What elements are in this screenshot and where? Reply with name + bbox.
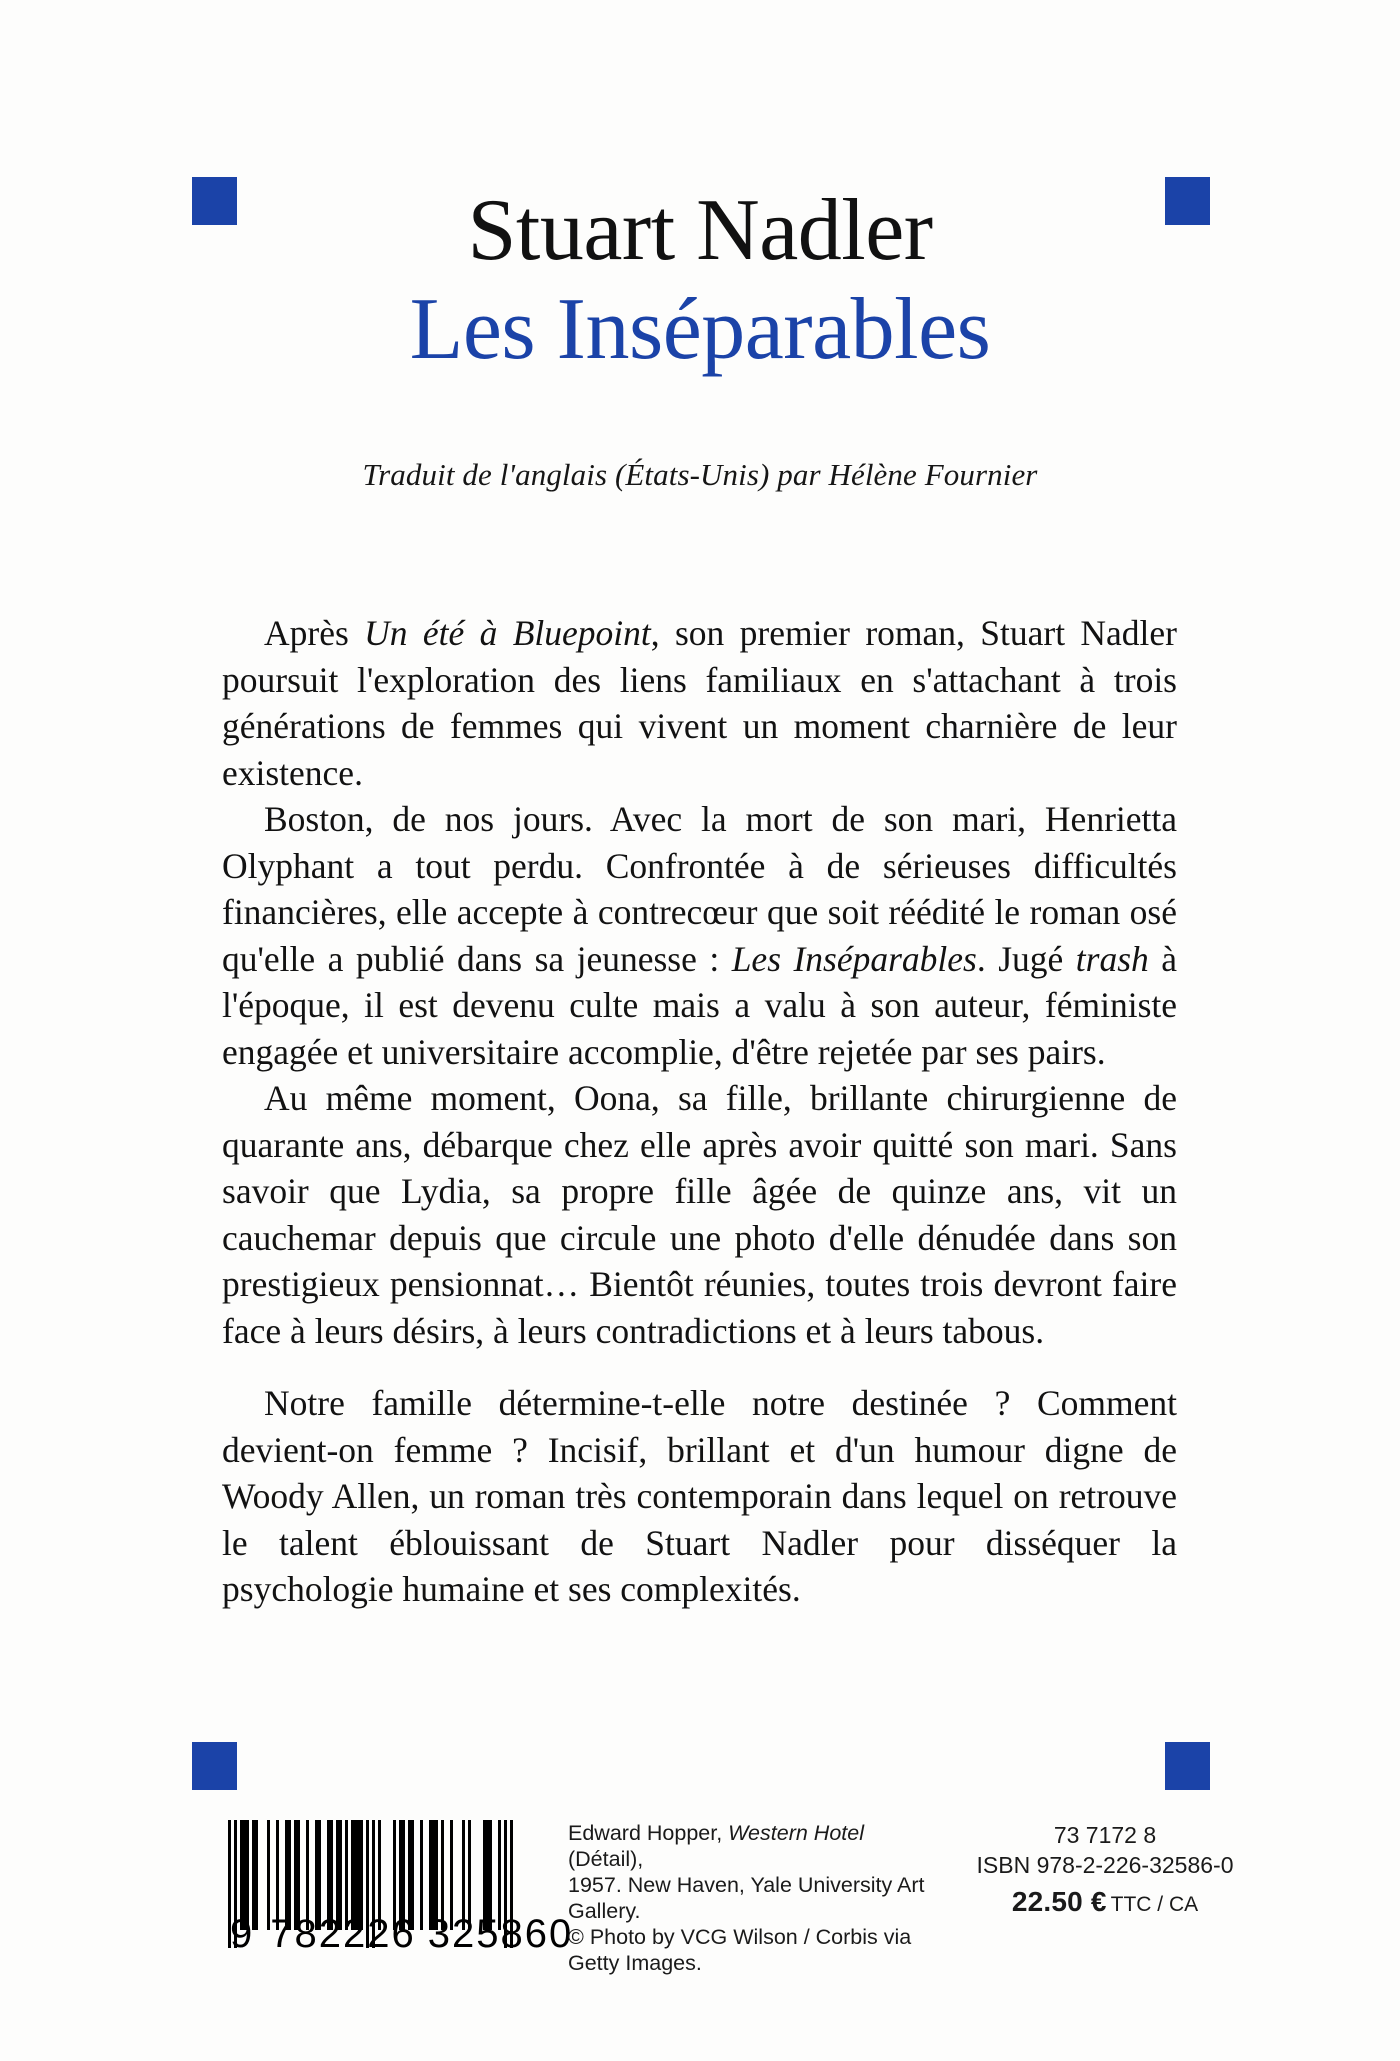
corner-square-bottom-left-icon xyxy=(192,1742,237,1790)
author-name: Stuart Nadler xyxy=(467,182,933,279)
cover-footer xyxy=(0,1800,1400,2050)
barcode-group-2: 325860 xyxy=(427,1912,574,1956)
barcode-group-1: 782226 xyxy=(270,1912,416,1956)
blurb-p2-mid: . Jugé xyxy=(976,938,1076,979)
blurb-text xyxy=(222,610,1177,1613)
credit-line-museum: 1957. New Haven, Yale University Art xyxy=(568,1873,925,1897)
blurb-p1-rest: , son premier roman, Stuart Nadler poursuit l'exploration des liens familiaux en s'attachant à trois générations de femmes qui vivent un moment charnière de leur existence. xyxy=(222,613,1178,793)
credit-artwork-title: Western Hotel xyxy=(728,1821,864,1845)
barcode-lead-digit: 9 xyxy=(230,1912,255,1956)
blurb-paragraph-3: Au même moment, Oona, sa fille, brillante chirurgienne de quarante ans, débarque chez elle après avoir quitté son mari. Sans savoir que Lydia, sa propre fille âgée de quinze ans, vit un cauchemar depuis que circule une photo d'elle dénudée dans son prestigieux pensionnat… Bientôt réunies, toutes trois devront faire face à leurs désirs, à leurs contradictions et à leurs tabous. xyxy=(222,1078,1177,1351)
image-credits xyxy=(568,1820,928,1976)
credit-line-gallery: Gallery. xyxy=(568,1899,641,1923)
price-vat-note: TTC / CA xyxy=(1110,1893,1199,1916)
blurb-p2-title: Les Inséparables xyxy=(731,938,977,979)
barcode xyxy=(228,1820,574,1957)
blurb-p1-title: Un été à Bluepoint xyxy=(364,613,651,653)
price-amount: 22.50 € xyxy=(1011,1886,1107,1917)
credit-line-photo: © Photo by VCG Wilson / Corbis via xyxy=(568,1925,912,1949)
translator-credit: Traduit de l'anglais (États-Unis) par Hélène Fournier xyxy=(362,457,1038,493)
blurb-paragraph-4: Notre famille détermine-t-elle notre destinée ? Comment devient-on femme ? Incisif, brillant et d'un humour digne de Woody Allen, un roman très contemporain dans lequel on retrouve le talent éblouissant de Stuart Nadler pour disséquer la psychologie humaine et ses complexités. xyxy=(222,1383,1177,1609)
credit-artist: Edward Hopper, xyxy=(568,1821,729,1845)
blurb-paragraph-1 xyxy=(222,610,1177,796)
corner-square-bottom-right-icon xyxy=(1165,1742,1210,1790)
credit-detail-note: (Détail), xyxy=(568,1847,644,1871)
price-line xyxy=(960,1886,1250,1918)
blurb-p2-lead: Boston, de nos jours. Avec la mort de son mari, Henrietta Olyphant a tout perdu. Confrontée à de sérieuses difficultés financières, elle accepte à contrecœur que soit réédité le roman osé qu'elle a publié dans sa jeunesse : xyxy=(222,799,1177,979)
blurb-p1-lead: Après xyxy=(264,613,365,653)
blurb-p2-word-trash: trash xyxy=(1075,938,1149,979)
credit-line-artwork xyxy=(568,1820,928,1872)
isbn-number: ISBN 978-2-226-32586-0 xyxy=(976,1852,1234,1878)
blurb-p2-rest: à l'époque, il est devenu culte mais a valu à son auteur, féministe engagée et universitaire accomplie, d'être rejetée par ses pairs. xyxy=(222,938,1177,1072)
barcode-digits xyxy=(228,1912,574,1957)
credit-line-agency: Getty Images. xyxy=(568,1951,702,1975)
internal-code: 73 7172 8 xyxy=(1053,1822,1157,1848)
cover-header xyxy=(180,182,1220,493)
book-title: Les Inséparables xyxy=(409,280,991,378)
isbn-price-block xyxy=(960,1820,1250,1918)
blurb-paragraph-2 xyxy=(222,796,1177,1075)
